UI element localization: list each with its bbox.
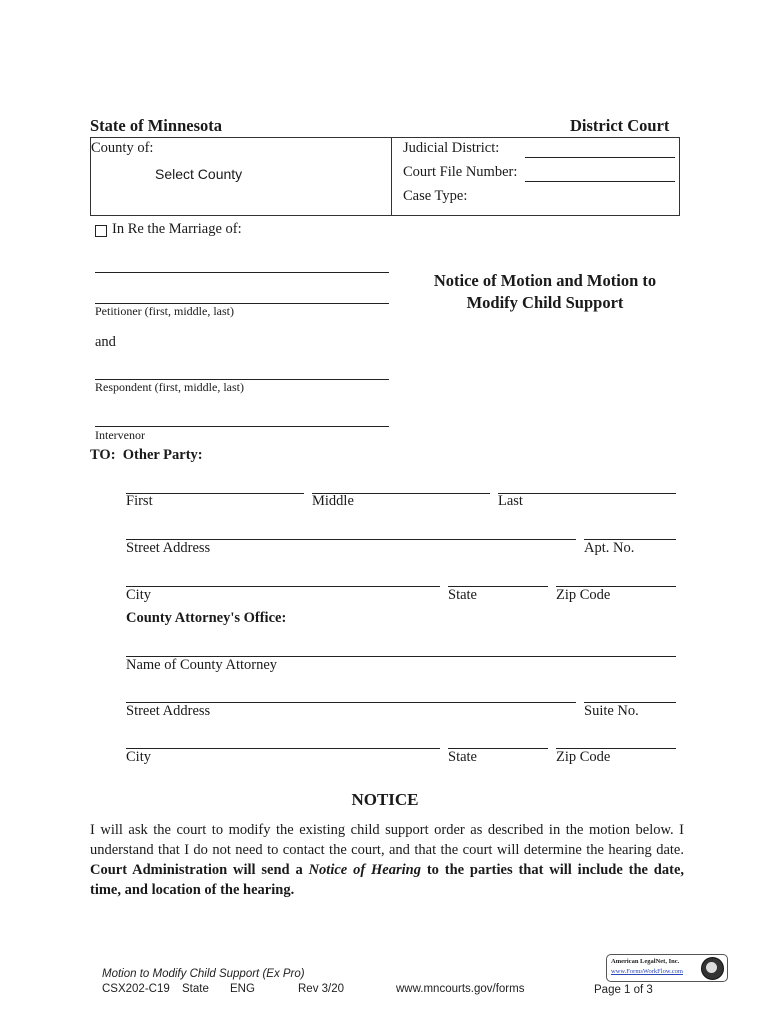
intervenor-label: Intervenor [95, 428, 145, 442]
to-other-party-heading: TO: Other Party: [90, 447, 203, 463]
eagle-seal-icon [701, 957, 724, 980]
form-title-line2: Modify Child Support [466, 293, 624, 312]
legalnet-logo[interactable] [606, 954, 728, 982]
judicial-district-field[interactable] [525, 157, 675, 158]
intervenor-field[interactable] [95, 426, 389, 427]
city-label: City [126, 587, 151, 603]
city-field[interactable] [126, 586, 440, 587]
state-title: State of Minnesota [90, 116, 222, 135]
footer-url: www.mncourts.gov/forms [396, 983, 525, 995]
respondent-label: Respondent (first, middle, last) [95, 380, 244, 394]
last-label: Last [498, 493, 523, 509]
court-title: District Court [570, 116, 670, 135]
attorney-state-label: State [448, 749, 477, 765]
county-attorney-name-label: Name of County Attorney [126, 657, 278, 673]
logo-name: American LegalNet, Inc. [611, 958, 680, 965]
footer-page: Page 1 of 3 [594, 984, 653, 996]
attorney-city-label: City [126, 749, 151, 765]
and-text: and [95, 334, 116, 350]
case-type-label: Case Type: [403, 188, 468, 204]
zip-label: Zip Code [556, 587, 611, 603]
notice-text: I will ask the court to modify the existing child support order as described in the motion below. I understand that I do not need to contact the court, and that the court will determine the hearing date. [90, 822, 684, 858]
street-address-label: Street Address [126, 540, 211, 556]
attorney-zip-label: Zip Code [556, 749, 611, 765]
form-title-line1: Notice of Motion and Motion to [433, 271, 657, 290]
first-label: First [126, 493, 153, 509]
county-attorney-heading: County Attorney's Office: [126, 610, 287, 626]
marriage-checkbox[interactable] [95, 225, 107, 237]
attorney-city-field[interactable] [126, 748, 440, 749]
first-name-field[interactable] [126, 493, 304, 494]
attorney-street-label: Street Address [126, 703, 211, 719]
judicial-district-label: Judicial District: [403, 140, 500, 156]
court-file-number-label: Court File Number: [403, 164, 518, 180]
court-file-number-field[interactable] [525, 181, 675, 182]
notice-bold-end: to the parties that will include the date, time, and location of the hearing. [90, 862, 685, 898]
logo-url[interactable]: www.FormsWorkFlow.com [611, 968, 683, 975]
petitioner-field-1[interactable] [95, 272, 389, 273]
notice-bold-start: Court Administration will send a [90, 862, 303, 878]
last-name-field[interactable] [498, 493, 676, 494]
footer-state: State [182, 983, 209, 995]
footer-lang: ENG [230, 983, 255, 995]
marriage-label: In Re the Marriage of: [112, 221, 242, 237]
state-label: State [448, 587, 477, 603]
middle-label: Middle [312, 493, 354, 509]
notice-of-hearing-text: Notice of Hearing [308, 862, 421, 878]
footer-form-code: CSX202-C19 [102, 983, 170, 995]
notice-paragraph [90, 820, 684, 900]
apt-no-label: Apt. No. [584, 540, 635, 556]
suite-no-label: Suite No. [584, 703, 639, 719]
petitioner-label: Petitioner (first, middle, last) [95, 304, 234, 318]
county-select[interactable]: Select County [155, 166, 243, 182]
county-label: County of: [91, 140, 154, 156]
footer-form-title: Motion to Modify Child Support (Ex Pro) [102, 968, 305, 980]
notice-heading: NOTICE [351, 790, 419, 809]
footer-rev: Rev 3/20 [298, 983, 345, 995]
header-divider [391, 138, 392, 215]
